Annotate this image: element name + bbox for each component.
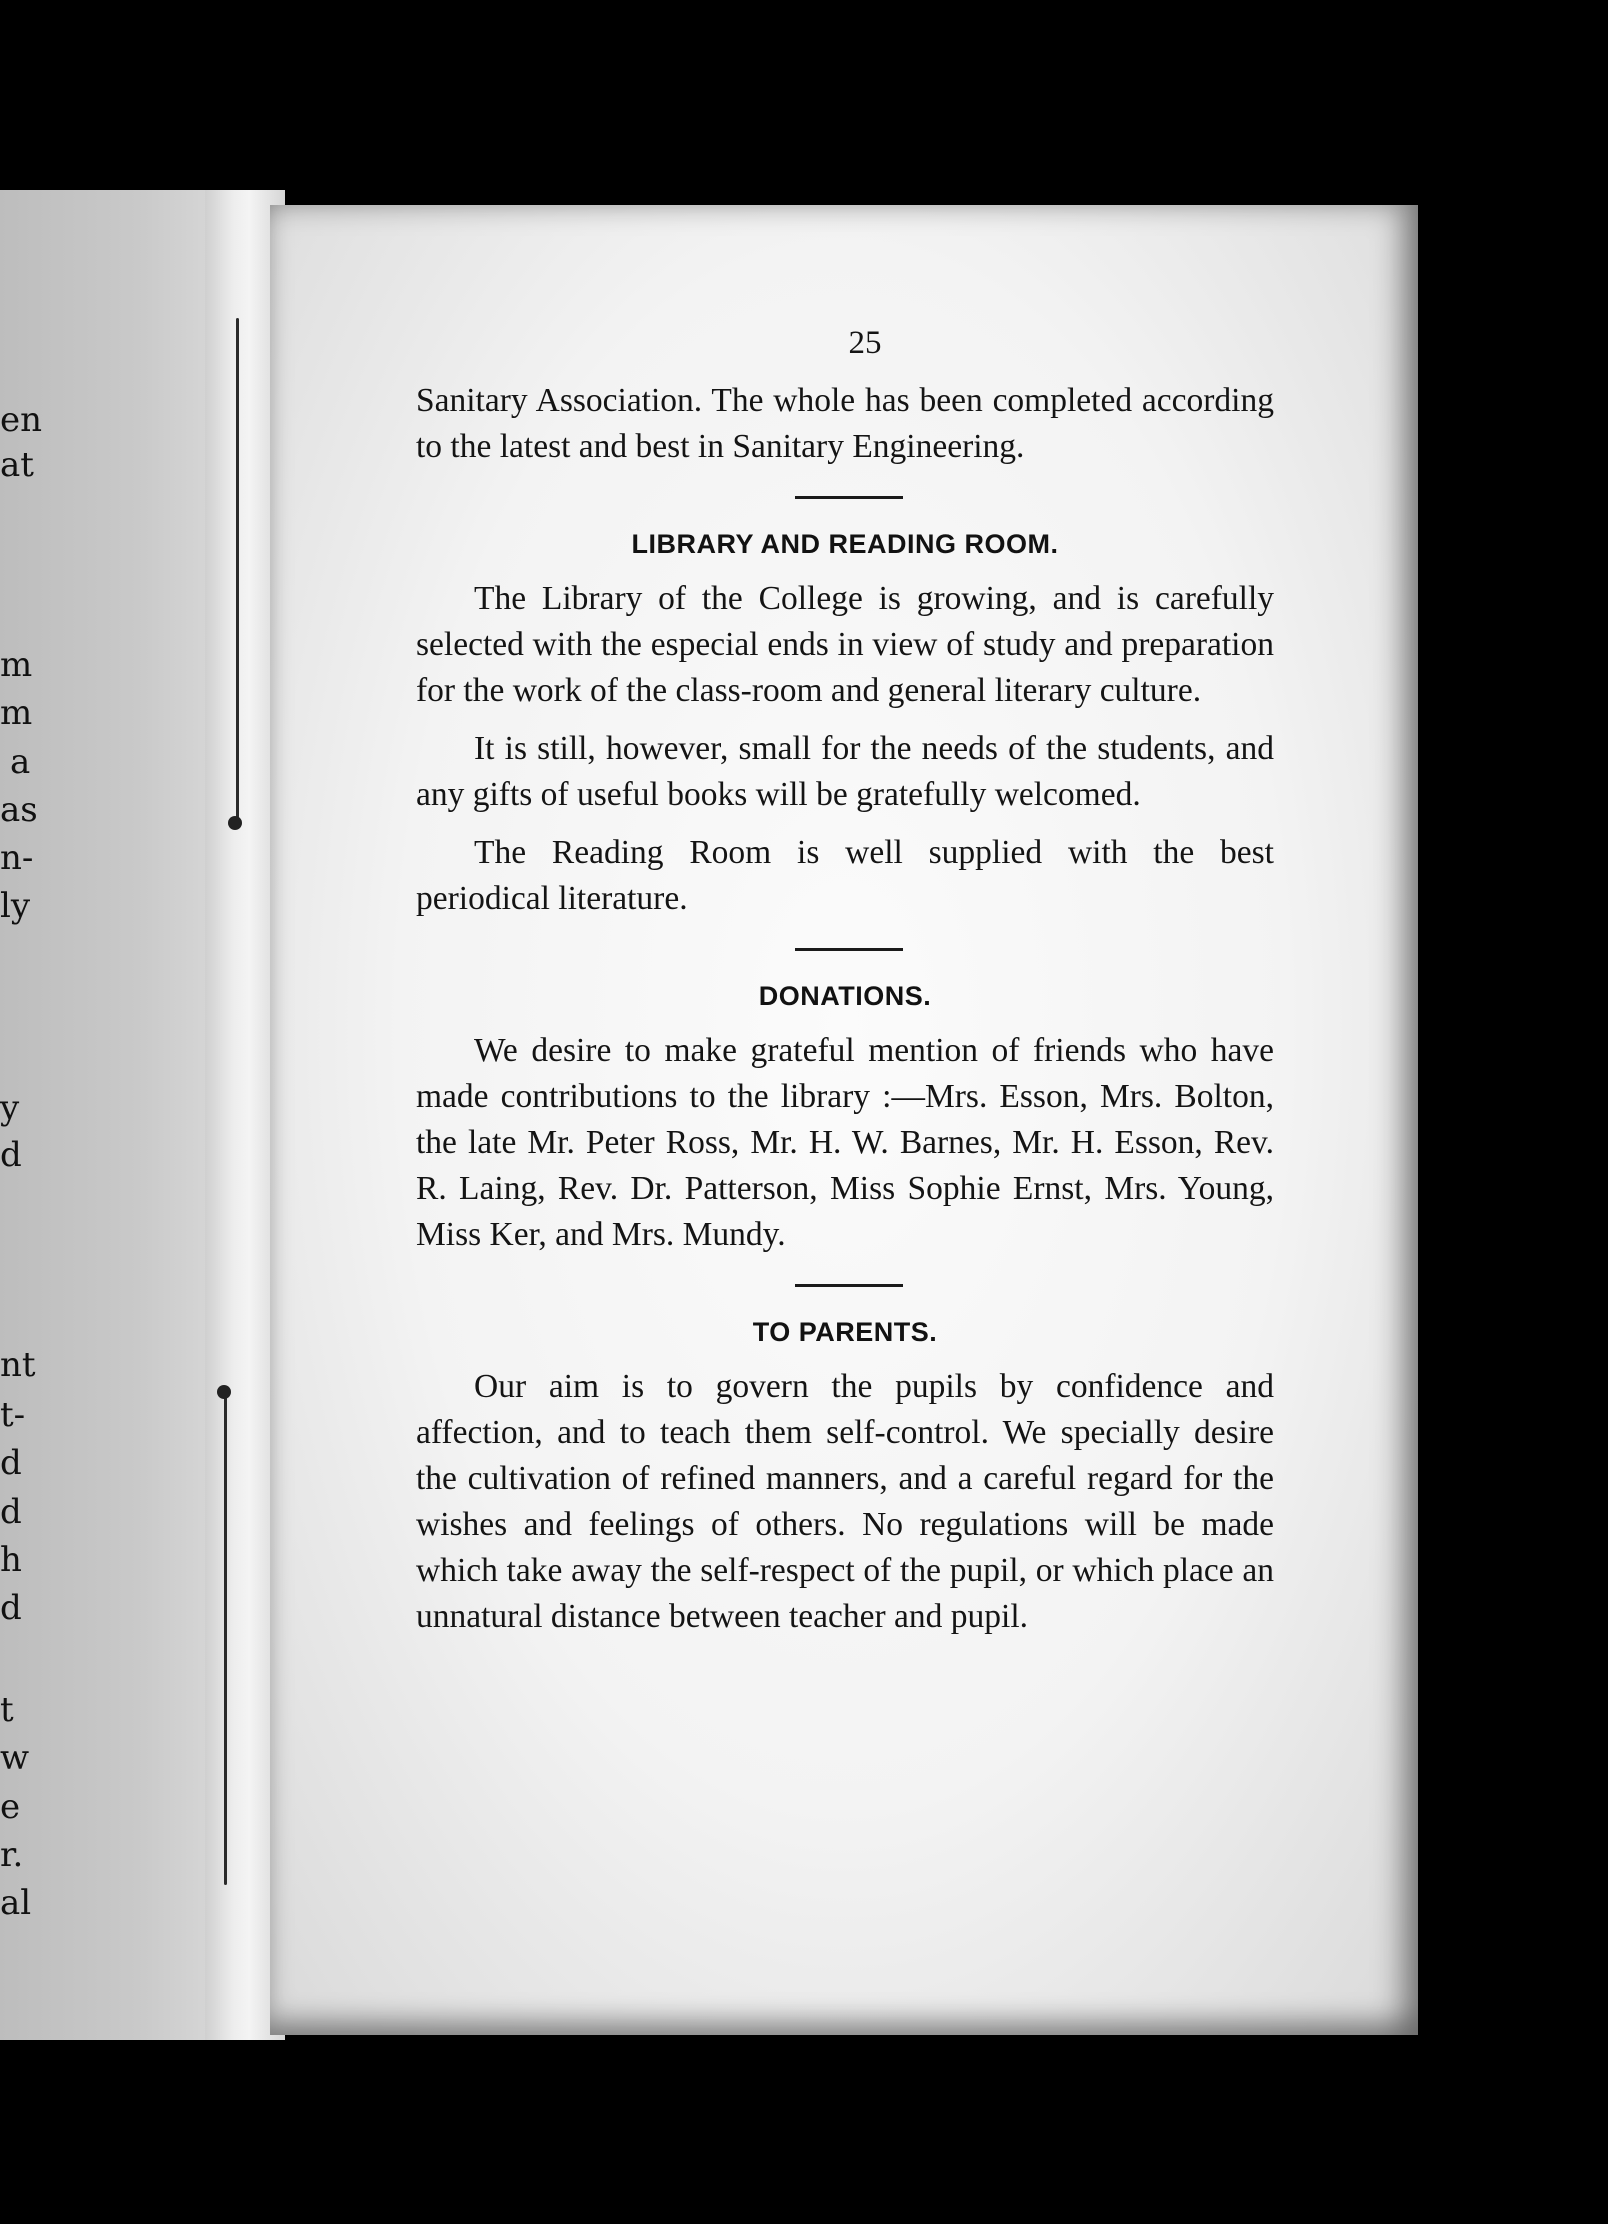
library-paragraph: The Reading Room is well supplied with the best periodical literature. (416, 834, 1274, 917)
left-fragment: n- (0, 838, 34, 878)
left-fragment: r. (0, 1835, 24, 1875)
library-paragraph: It is still, however, small for the needs of the students, and any gifts of useful books will be gratefully welcomed. (416, 730, 1274, 813)
left-fragment: as (0, 790, 38, 830)
left-fragment: d (0, 1492, 22, 1532)
binding-knot (217, 1385, 231, 1399)
left-fragment: w (0, 1738, 30, 1778)
binding-knot (228, 816, 242, 830)
parents-heading: TO PARENTS. (752, 1317, 938, 1347)
left-fragment: y (0, 1088, 20, 1128)
left-fragment: h (0, 1540, 22, 1580)
left-fragment: e (0, 1787, 21, 1827)
left-fragment: al (0, 1883, 32, 1923)
intro-paragraph: Sanitary Association. The whole has been completed according to the latest and best in Sanitary Engineering. (416, 382, 1274, 465)
section-divider (795, 496, 903, 499)
library-heading: LIBRARY AND READING ROOM. (631, 529, 1059, 559)
section-divider (795, 948, 903, 951)
left-fragment: nt (0, 1345, 36, 1385)
donations-heading: DONATIONS. (758, 981, 932, 1011)
left-fragment: d (0, 1135, 22, 1175)
left-fragment: en (0, 400, 43, 440)
left-fragment: t- (0, 1395, 26, 1435)
left-fragment: d (0, 1443, 22, 1483)
section-divider (795, 1284, 903, 1287)
left-fragment: a (10, 742, 31, 782)
binding-thread (236, 318, 239, 818)
library-paragraph: The Library of the College is growing, and is carefully selected with the especial ends in view of study and preparation for the work of the class-room and general literary culture. (416, 580, 1274, 709)
left-fragment: d (0, 1588, 22, 1628)
page-content (416, 325, 1274, 1640)
left-fragment: t (0, 1690, 14, 1730)
parents-paragraph: Our aim is to govern the pupils by confidence and affection, and to teach them self-control. We specially desire the cultivation of refined manners, and a careful regard for the wishes and feelings of others. No regulations will be made which take away the self-respect of the pupil, or which place an unnatural distance between teacher and pupil. (416, 1368, 1274, 1635)
left-fragment: ly (0, 886, 31, 926)
previous-page-edge (0, 190, 230, 2040)
left-fragment: at (0, 445, 34, 485)
binding-thread (224, 1395, 227, 1885)
page-number: 25 (848, 325, 882, 361)
left-fragment: m (0, 693, 33, 733)
previous-page-text-fragments (0, 190, 43, 2040)
donations-paragraph: We desire to make grateful mention of friends who have made contributions to the library :—Mrs. Esson, Mrs. Bolton, the late Mr. Peter Ross, Mr. H. W. Barnes, Mr. H. Esson, Rev. R. Laing, Rev. Dr. Patterson, Miss Sophie Ernst, Mrs. Young, Miss Ker, and Mrs. Mundy. (416, 1032, 1274, 1253)
page (270, 205, 1418, 2035)
left-fragment: m (0, 645, 33, 685)
